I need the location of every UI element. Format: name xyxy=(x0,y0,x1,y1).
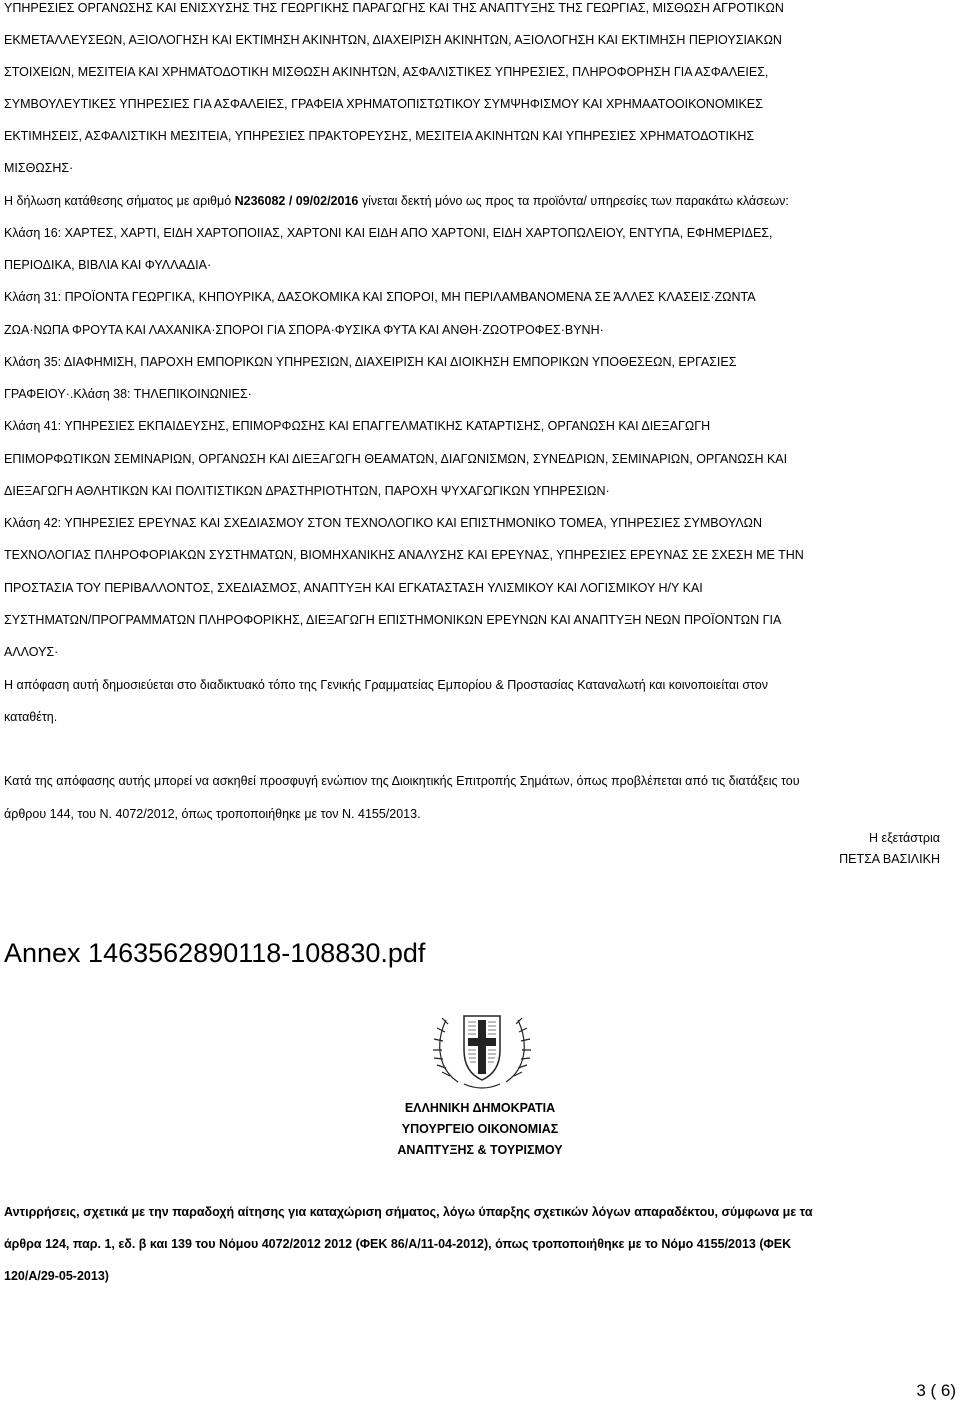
objection-line-2: άρθρα 124, παρ. 1, εδ. β και 139 του Νόμου 4072/2012 2012 (ΦΕΚ 86/Α/11-04-2012), όπως τροποποιήθηκε με το Νόμο 4155/2013 (ΦΕΚ xyxy=(4,1237,792,1251)
declaration-line xyxy=(4,193,956,209)
ministry-line-1: ΕΛΛΗΝΙΚΗ ΔΗΜΟΚΡΑΤΙΑ xyxy=(404,1101,556,1115)
class-line-13: ΣΥΣΤΗΜΑΤΩΝ/ΠΡΟΓΡΑΜΜΑΤΩΝ ΠΛΗΡΟΦΟΡΙΚΗΣ, ΔΙΕΞΑΓΩΓΗ ΕΠΙΣΤΗΜΟΝΙΚΩΝ ΕΡΕΥΝΩΝ ΚΑΙ ΑΝΑΠΤΥΞΗ ΝΕΩΝ ΠΡΟΪΟΝΤΩΝ ΓΙΑ xyxy=(4,613,782,627)
greek-coat-of-arms-icon xyxy=(424,1002,540,1094)
class-line-1: Κλάση 16: ΧΑΡΤΕΣ, ΧΑΡΤΙ, ΕΙΔΗ ΧΑΡΤΟΠΟΙΙΑΣ, ΧΑΡΤΟΝΙ ΚΑΙ ΕΙΔΗ ΑΠΟ ΧΑΡΤΟΝΙ, ΕΙΔΗ ΧΑΡΤΟΠΩΛΕΙΟΥ, ΕΝΤΥΠΑ, ΕΦΗΜΕΡΙΔΕΣ, xyxy=(4,226,773,240)
page-number: 3 ( 6) xyxy=(916,1381,956,1400)
appeal-line-1: Κατά της απόφασης αυτής μπορεί να ασκηθεί προσφυγή ενώπιον της Διοικητικής Επιτροπής Σημάτων, όπως προβλέπεται από τις διατάξεις του xyxy=(4,774,800,788)
appeal-line-2: άρθρου 144, του Ν. 4072/2012, όπως τροποποιήθηκε με τον Ν. 4155/2013. xyxy=(4,807,421,821)
services-line-2: ΕΚΜΕΤΑΛΛΕΥΣΕΩΝ, ΑΞΙΟΛΟΓΗΣΗ ΚΑΙ ΕΚΤΙΜΗΣΗ ΑΚΙΝΗΤΩΝ, ΔΙΑΧΕΙΡΙΣΗ ΑΚΙΝΗΤΩΝ, ΑΞΙΟΛΟΓΗΣΗ ΚΑΙ ΕΚΤΙΜΗΣΗ ΠΕΡΙΟΥΣΙΑΚΩΝ xyxy=(4,33,782,47)
class-line-7: Κλάση 41: ΥΠΗΡΕΣΙΕΣ ΕΚΠΑΙΔΕΥΣΗΣ, ΕΠΙΜΟΡΦΩΣΗΣ ΚΑΙ ΕΠΑΓΓΕΛΜΑΤΙΚΗΣ ΚΑΤΑΡΤΙΣΗΣ, ΟΡΓΑΝΩΣΗ ΚΑΙ ΔΙΕΞΑΓΩΓΗ xyxy=(4,419,711,433)
class-line-10: Κλάση 42: ΥΠΗΡΕΣΙΕΣ ΕΡΕΥΝΑΣ ΚΑΙ ΣΧΕΔΙΑΣΜΟΥ ΣΤΟΝ ΤΕΧΝΟΛΟΓΙΚΟ ΚΑΙ ΕΠΙΣΤΗΜΟΝΙΚΟ ΤΟΜΕΑ, ΥΠΗΡΕΣΙΕΣ ΣΥΜΒΟΥΛΩΝ xyxy=(4,516,763,530)
class-line-4: ΖΩΑ·ΝΩΠΑ ΦΡΟΥΤΑ ΚΑΙ ΛΑΧΑΝΙΚΑ·ΣΠΟΡΟΙ ΓΙΑ ΣΠΟΡΑ·ΦΥΣΙΚΑ ΦΥΤΑ ΚΑΙ ΑΝΘΗ·ΖΩΟΤΡΟΦΕΣ·ΒΥΝΗ· xyxy=(4,323,604,337)
emblem-graphic xyxy=(424,1002,540,1094)
objection-line-3: 120/Α/29-05-2013) xyxy=(4,1269,109,1283)
publication-line-1: Η απόφαση αυτή δημοσιεύεται στο διαδικτυακό τόπο της Γενικής Γραμματείας Εμπορίου & Προστασίας Καταναλωτή και κοινοποιείται στον xyxy=(4,678,769,692)
services-line-4: ΣΥΜΒΟΥΛΕΥΤΙΚΕΣ ΥΠΗΡΕΣΙΕΣ ΓΙΑ ΑΣΦΑΛΕΙΕΣ, ΓΡΑΦΕΙΑ ΧΡΗΜΑΤΟΠΙΣΤΩΤΙΚΟΥ ΣΥΜΨΗΦΙΣΜΟΥ ΚΑΙ ΧΡΗΜΑΑΤΟΟΙΚΟΝΟΜΙΚΕΣ xyxy=(4,97,763,111)
declaration-suffix: γίνεται δεκτή μόνο ως προς τα προϊόντα/ υπηρεσίες των παρακάτω κλάσεων: xyxy=(358,194,789,208)
class-line-6: ΓΡΑΦΕΙΟΥ·.Κλάση 38: ΤΗΛΕΠΙΚΟΙΝΩΝΙΕΣ· xyxy=(4,387,252,401)
services-line-5: ΕΚΤΙΜΗΣΕΙΣ, ΑΣΦΑΛΙΣΤΙΚΗ ΜΕΣΙΤΕΙΑ, ΥΠΗΡΕΣΙΕΣ ΠΡΑΚΤΟΡΕΥΣΗΣ, ΜΕΣΙΤΕΙΑ ΑΚΙΝΗΤΩΝ ΚΑΙ ΥΠΗΡΕΣΙΕΣ ΧΡΗΜΑΤΟΔΟΤΙΚΗΣ xyxy=(4,129,755,143)
class-line-11: ΤΕΧΝΟΛΟΓΙΑΣ ΠΛΗΡΟΦΟΡΙΑΚΩΝ ΣΥΣΤΗΜΑΤΩΝ, ΒΙΟΜΗΧΑΝΙΚΗΣ ΑΝΑΛΥΣΗΣ ΚΑΙ ΕΡΕΥΝΑΣ, ΥΠΗΡΕΣΙΕΣ ΕΡΕΥΝΑΣ ΣΕ ΣΧΕΣΗ ΜΕ ΤΗΝ xyxy=(4,548,804,562)
publication-line-2: καταθέτη. xyxy=(4,710,58,724)
annex-title: Annex 1463562890118-108830.pdf xyxy=(4,938,426,968)
ministry-line-3: ΑΝΑΠΤΥΞΗΣ & ΤΟΥΡΙΣΜΟΥ xyxy=(397,1143,563,1157)
services-line-1: ΥΠΗΡΕΣΙΕΣ ΟΡΓΑΝΩΣΗΣ ΚΑΙ ΕΝΙΣΧΥΣΗΣ ΤΗΣ ΓΕΩΡΓΙΚΗΣ ΠΑΡΑΓΩΓΗΣ ΚΑΙ ΤΗΣ ΑΝΑΠΤΥΞΗΣ ΤΗΣ ΓΕΩΡΓΙΑΣ, ΜΙΣΘΩΣΗ ΑΓΡΟΤΙΚΩΝ xyxy=(4,1,784,15)
declaration-prefix: Η δήλωση κατάθεσης σήματος με αριθμό xyxy=(4,194,235,208)
examiner-name: ΠΕΤΣΑ ΒΑΣΙΛΙΚΗ xyxy=(839,852,940,866)
ministry-header xyxy=(0,1098,960,1161)
class-line-12: ΠΡΟΣΤΑΣΙΑ ΤΟΥ ΠΕΡΙΒΑΛΛΟΝΤΟΣ, ΣΧΕΔΙΑΣΜΟΣ, ΑΝΑΠΤΥΞΗ ΚΑΙ ΕΓΚΑΤΑΣΤΑΣΗ ΥΛΙΣΜΙΚΟΥ ΚΑΙ ΛΟΓΙΣΜΙΚΟΥ Η/Υ ΚΑΙ xyxy=(4,581,703,595)
services-line-6: ΜΙΣΘΩΣΗΣ· xyxy=(4,161,74,175)
class-line-2: ΠΕΡΙΟΔΙΚΑ, ΒΙΒΛΙΑ ΚΑΙ ΦΥΛΛΑΔΙΑ· xyxy=(4,258,212,272)
examiner-block xyxy=(839,828,940,870)
class-line-3: Κλάση 31: ΠΡΟΪΟΝΤΑ ΓΕΩΡΓΙΚΑ, ΚΗΠΟΥΡΙΚΑ, ΔΑΣΟΚΟΜΙΚΑ ΚΑΙ ΣΠΟΡΟΙ, ΜΗ ΠΕΡΙΛΑΜΒΑΝΟΜΕΝΑ ΣΕ ΆΛΛΕΣ ΚΛΑΣΕΙΣ·ΖΩΝΤΑ xyxy=(4,290,756,304)
class-line-9: ΔΙΕΞΑΓΩΓΗ ΑΘΛΗΤΙΚΩΝ ΚΑΙ ΠΟΛΙΤΙΣΤΙΚΩΝ ΔΡΑΣΤΗΡΙΟΤΗΤΩΝ, ΠΑΡΟΧΗ ΨΥΧΑΓΩΓΙΚΩΝ ΥΠΗΡΕΣΙΩΝ· xyxy=(4,484,610,498)
class-line-14: ΑΛΛΟΥΣ· xyxy=(4,645,59,659)
services-line-3: ΣΤΟΙΧΕΙΩΝ, ΜΕΣΙΤΕΙΑ ΚΑΙ ΧΡΗΜΑΤΟΔΟΤΙΚΗ ΜΙΣΘΩΣΗ ΑΚΙΝΗΤΩΝ, ΑΣΦΑΛΙΣΤΙΚΕΣ ΥΠΗΡΕΣΙΕΣ, ΠΛΗΡΟΦΟΡΗΣΗ ΓΙΑ ΑΣΦΑΛΕΙΕΣ, xyxy=(4,65,769,79)
declaration-number: Ν236082 / 09/02/2016 xyxy=(234,194,359,208)
objection-line-1: Αντιρρήσεις, σχετικά με την παραδοχή αίτησης για καταχώριση σήματος, λόγω ύπαρξης σχετικών λόγων απαραδέκτου, σύμφωνα με τα xyxy=(4,1205,813,1219)
class-line-5: Κλάση 35: ΔΙΑΦΗΜΙΣΗ, ΠΑΡΟΧΗ ΕΜΠΟΡΙΚΩΝ ΥΠΗΡΕΣΙΩΝ, ΔΙΑΧΕΙΡΙΣΗ ΚΑΙ ΔΙΟΙΚΗΣΗ ΕΜΠΟΡΙΚΩΝ ΥΠΟΘΕΣΕΩΝ, ΕΡΓΑΣΙΕΣ xyxy=(4,355,737,369)
examiner-role: Η εξετάστρια xyxy=(869,831,940,845)
ministry-line-2: ΥΠΟΥΡΓΕΙΟ ΟΙΚΟΝΟΜΙΑΣ xyxy=(401,1122,559,1136)
class-line-8: ΕΠΙΜΟΡΦΩΤΙΚΩΝ ΣΕΜΙΝΑΡΙΩΝ, ΟΡΓΑΝΩΣΗ ΚΑΙ ΔΙΕΞΑΓΩΓΗ ΘΕΑΜΑΤΩΝ, ΔΙΑΓΩΝΙΣΜΩΝ, ΣΥΝΕΔΡΙΩΝ, ΣΕΜΙΝΑΡΙΩΝ, ΟΡΓΑΝΩΣΗ ΚΑΙ xyxy=(4,452,788,466)
